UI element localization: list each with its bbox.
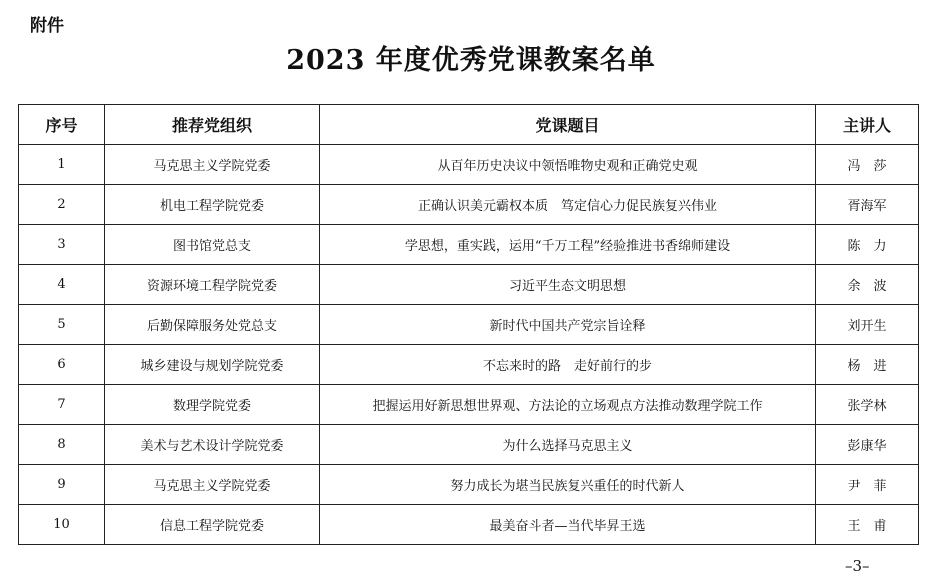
cell-speaker: 陈 力 bbox=[816, 225, 919, 265]
cell-serial-number: 3 bbox=[19, 225, 105, 265]
cell-serial-number: 4 bbox=[19, 265, 105, 305]
table-row bbox=[19, 465, 919, 505]
cell-serial-number: 9 bbox=[19, 465, 105, 505]
table-row bbox=[19, 505, 919, 545]
cell-serial-number: 8 bbox=[19, 425, 105, 465]
table-row bbox=[19, 305, 919, 345]
cell-organization: 城乡建设与规划学院党委 bbox=[105, 345, 320, 385]
document-title: 2023 年度优秀党课教案名单 bbox=[286, 45, 656, 76]
cell-speaker: 余 波 bbox=[816, 265, 919, 305]
table-row bbox=[19, 345, 919, 385]
cell-organization: 马克思主义学院党委 bbox=[105, 145, 320, 185]
cell-lecture-topic: 为什么选择马克思主义 bbox=[320, 425, 816, 465]
header-speaker: 主讲人 bbox=[816, 105, 919, 145]
cell-organization: 资源环境工程学院党委 bbox=[105, 265, 320, 305]
cell-lecture-topic: 从百年历史决议中领悟唯物史观和正确党史观 bbox=[320, 145, 816, 185]
table-row bbox=[19, 145, 919, 185]
cell-organization: 美术与艺术设计学院党委 bbox=[105, 425, 320, 465]
cell-lecture-topic: 正确认识美元霸权本质 笃定信心力促民族复兴伟业 bbox=[320, 185, 816, 225]
table-header-row bbox=[19, 105, 919, 145]
cell-speaker: 尹 菲 bbox=[816, 465, 919, 505]
cell-serial-number: 7 bbox=[19, 385, 105, 425]
header-serial-number: 序号 bbox=[19, 105, 105, 145]
lecture-roster-table bbox=[18, 104, 919, 545]
cell-organization: 机电工程学院党委 bbox=[105, 185, 320, 225]
cell-speaker: 王 甫 bbox=[816, 505, 919, 545]
cell-speaker: 杨 进 bbox=[816, 345, 919, 385]
cell-speaker: 胥海军 bbox=[816, 185, 919, 225]
page-number: –3– bbox=[845, 557, 870, 575]
cell-organization: 数理学院党委 bbox=[105, 385, 320, 425]
cell-lecture-topic: 新时代中国共产党宗旨诠释 bbox=[320, 305, 816, 345]
cell-organization: 马克思主义学院党委 bbox=[105, 465, 320, 505]
cell-lecture-topic: 努力成长为堪当民族复兴重任的时代新人 bbox=[320, 465, 816, 505]
attachment-label: 附件 bbox=[30, 16, 64, 36]
table-body bbox=[19, 145, 919, 545]
cell-serial-number: 6 bbox=[19, 345, 105, 385]
cell-lecture-topic: 学思想，重实践，运用“千万工程”经验推进书香绵师建设 bbox=[320, 225, 816, 265]
header-recommending-organization: 推荐党组织 bbox=[105, 105, 320, 145]
header-lecture-topic: 党课题目 bbox=[320, 105, 816, 145]
cell-speaker: 彭康华 bbox=[816, 425, 919, 465]
cell-organization: 后勤保障服务处党总支 bbox=[105, 305, 320, 345]
cell-serial-number: 10 bbox=[19, 505, 105, 545]
cell-lecture-topic: 不忘来时的路 走好前行的步 bbox=[320, 345, 816, 385]
table-row bbox=[19, 425, 919, 465]
cell-serial-number: 2 bbox=[19, 185, 105, 225]
table-row bbox=[19, 385, 919, 425]
cell-lecture-topic: 习近平生态文明思想 bbox=[320, 265, 816, 305]
cell-speaker: 冯 莎 bbox=[816, 145, 919, 185]
cell-speaker: 刘开生 bbox=[816, 305, 919, 345]
table-row bbox=[19, 185, 919, 225]
cell-serial-number: 1 bbox=[19, 145, 105, 185]
table-row bbox=[19, 225, 919, 265]
table-row bbox=[19, 265, 919, 305]
cell-organization: 图书馆党总支 bbox=[105, 225, 320, 265]
cell-lecture-topic: 把握运用好新思想世界观、方法论的立场观点方法推动数理学院工作 bbox=[320, 385, 816, 425]
cell-lecture-topic: 最美奋斗者—当代毕昇王选 bbox=[320, 505, 816, 545]
cell-speaker: 张学林 bbox=[816, 385, 919, 425]
cell-organization: 信息工程学院党委 bbox=[105, 505, 320, 545]
cell-serial-number: 5 bbox=[19, 305, 105, 345]
